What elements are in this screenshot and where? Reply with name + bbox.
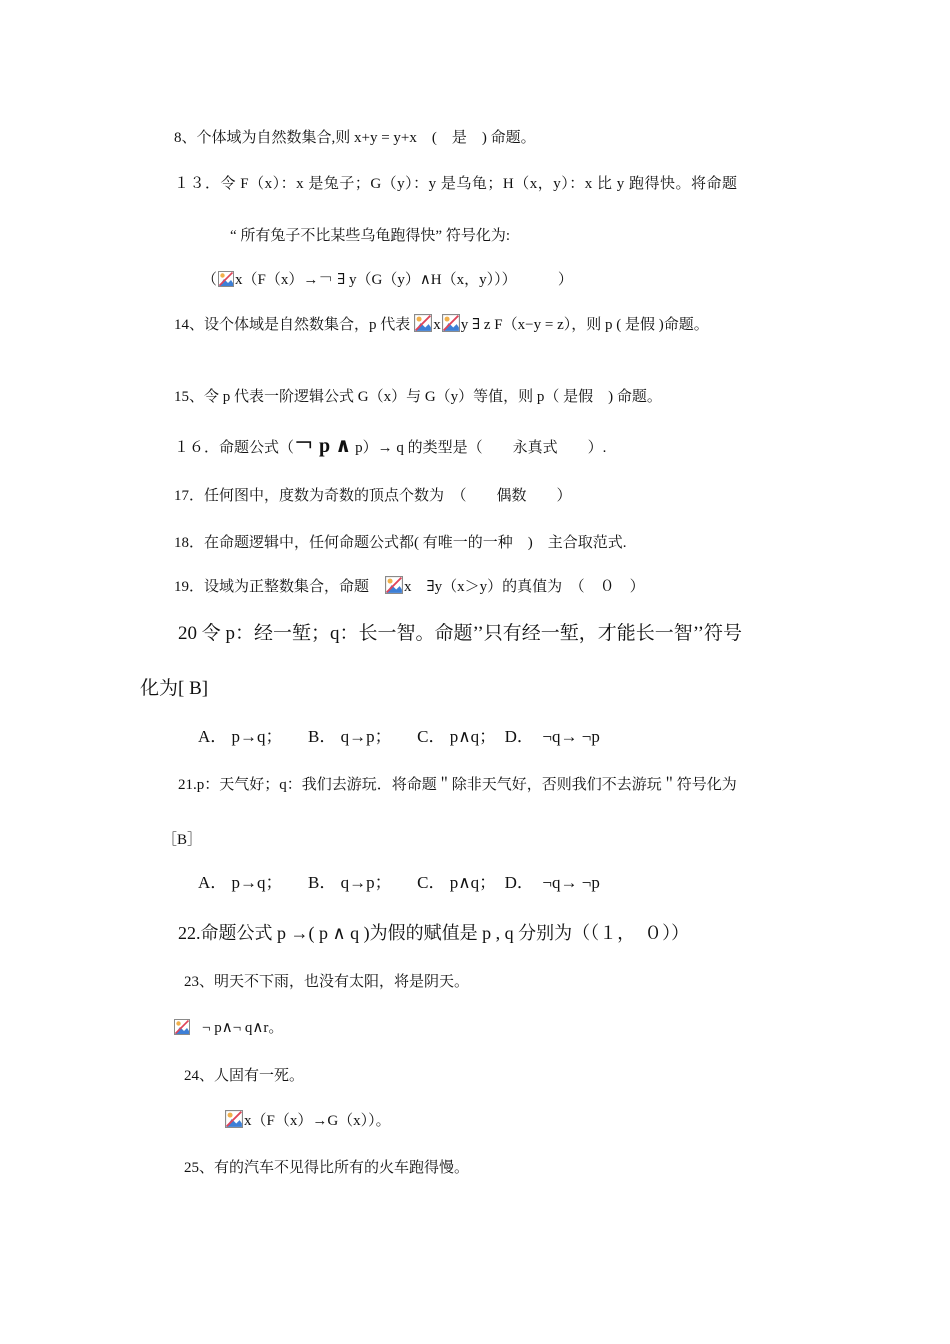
- q14-text: 14、设个体域是自然数集合，p 代表: [174, 317, 411, 333]
- q14-formula: y ∃ z F（x−y = z），则 p ( 是假 )命题。: [460, 317, 709, 333]
- question-13-line2: “ 所有兔子不比某些乌龟跑得快” 符号化为:: [230, 228, 510, 244]
- question-17: 17．任何图中，度数为奇数的顶点个数为 （ 偶数 ）: [174, 488, 572, 504]
- question-21-line1: 21.p：天气好；q：我们去游玩．将命题＂除非天气好，否则我们不去游玩＂符号化为: [178, 777, 737, 793]
- question-23: 23、明天不下雨，也没有太阳，将是阴天。: [184, 974, 470, 990]
- question-8: 8、个体域为自然数集合,则 x+y = y+x ( 是 ) 命题。: [174, 130, 536, 146]
- question-19: [174, 576, 645, 597]
- question-25: 25、有的汽车不见得比所有的火车跑得慢。: [184, 1160, 470, 1176]
- q24-formula: x（F（x）→G（x））。: [244, 1113, 391, 1129]
- placeholder-image-icon: [174, 1019, 190, 1035]
- forall-placeholder-icon: [385, 576, 403, 594]
- q16-rest: p）→ q 的类型是（ 永真式 ）.: [351, 440, 607, 456]
- question-24-answer: [224, 1110, 391, 1131]
- question-14: [174, 314, 709, 335]
- question-24: 24、人固有一死。: [184, 1068, 305, 1084]
- forall-placeholder-icon: [225, 1110, 243, 1128]
- question-20-line2: 化为[ B]: [140, 678, 209, 699]
- question-20-options: A． p→q； B． q→p； C． p∧q； D． ¬q→ ¬p: [198, 727, 600, 746]
- question-21-line2: ［B］: [162, 832, 203, 848]
- question-18: 18．在命题逻辑中，任何命题公式都( 有唯一的一种 ) 主合取范式.: [174, 535, 627, 551]
- question-16: [174, 436, 606, 458]
- question-22: 22.命题公式 p →( p ∧ q )为假的赋值是 p , q 分别为（（１， ０））: [178, 923, 690, 943]
- question-20-line1: 20 令 p：经一堑；q：长一智。命题’’只有经一堑，才能长一智’’符号: [178, 623, 742, 644]
- q14-var-x: x: [433, 317, 441, 333]
- q19-text: 19．设域为正整数集合，命题: [174, 579, 385, 595]
- question-21-options: A． p→q； B． q→p； C． p∧q； D． ¬q→ ¬p: [198, 873, 600, 892]
- q23-formula: ¬ p∧¬ q∧r。: [202, 1020, 284, 1036]
- question-15: 15、令 p 代表一阶逻辑公式 G（x）与 G（y）等值，则 p（ 是假 ) 命题。: [174, 389, 662, 405]
- q16-symbols: ￢ p ∧: [294, 435, 352, 457]
- q16-text: １６．命题公式（: [174, 440, 295, 456]
- q19-formula: x ∃y（x＞y）的真值为 （ ０ ）: [404, 579, 645, 595]
- question-13-line1: １３．令 F（x）：x 是兔子；G（y）：y 是乌龟；H（x，y）：x 比 y 跑得快。将命题: [174, 176, 738, 192]
- forall-placeholder-icon: [218, 271, 234, 287]
- q13-paren: （: [202, 272, 218, 288]
- q13-formula: x（F（x）→￢ ∃ y（G（y）∧H（x，y））） ）: [235, 272, 573, 288]
- question-13-answer: [202, 270, 573, 290]
- question-23-answer: [173, 1018, 283, 1038]
- exists-placeholder-icon: [442, 314, 460, 332]
- forall-placeholder-icon: [414, 314, 432, 332]
